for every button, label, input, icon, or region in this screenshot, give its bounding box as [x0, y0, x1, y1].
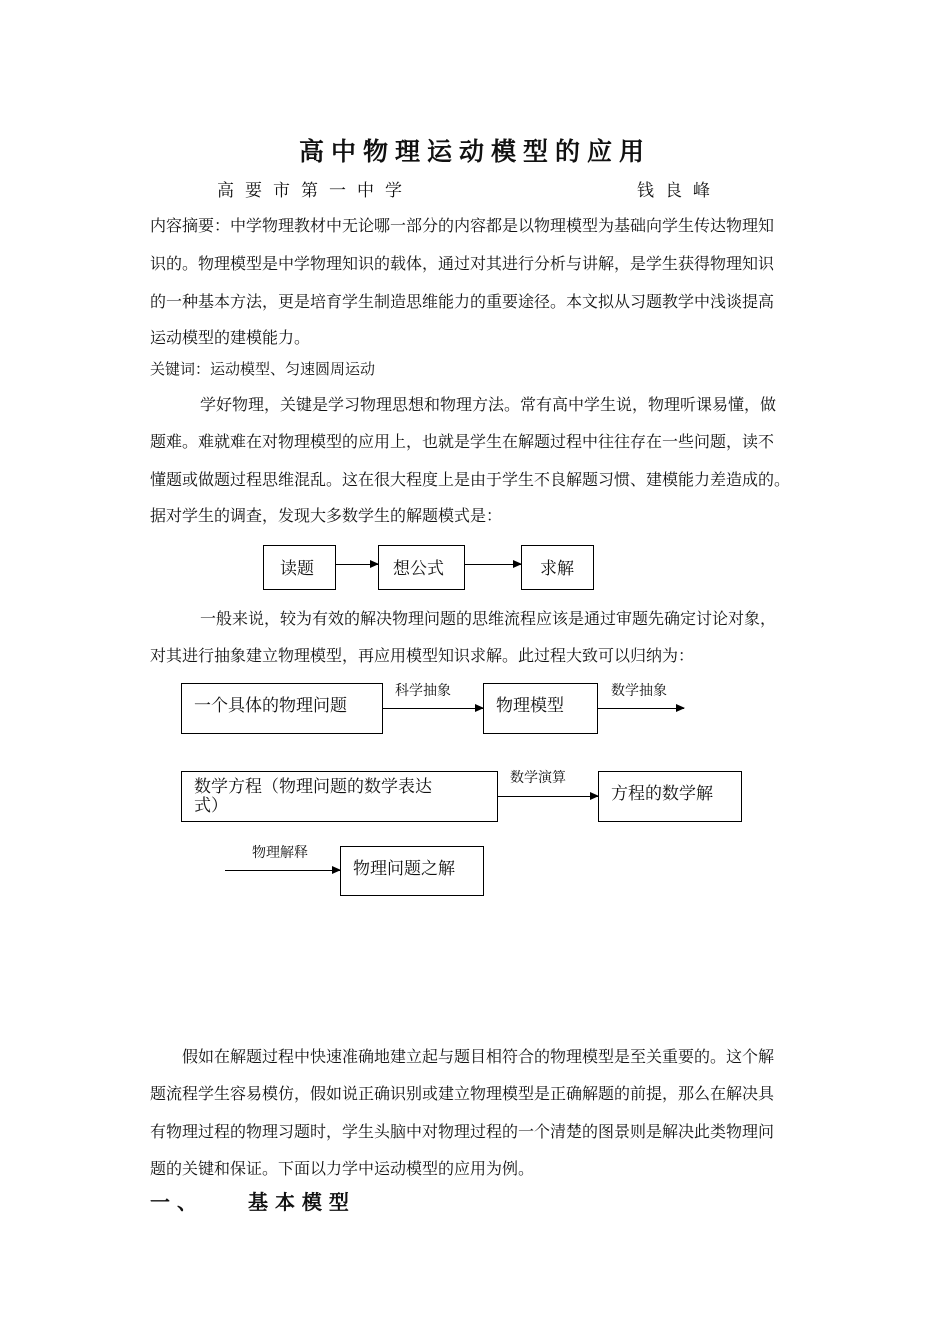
- flow2-box-label: 物理问题之解: [353, 859, 455, 879]
- body-line: 题的关键和保证。下面以力学中运动模型的应用为例。: [150, 1159, 535, 1178]
- arrow-icon: [383, 708, 483, 709]
- section-number: 一 、: [150, 1190, 197, 1214]
- flow2-box-label: 式）: [194, 796, 228, 816]
- flow2-box-problem: [181, 683, 383, 734]
- flow1-box-read: [263, 545, 336, 590]
- flow1-box-label: 想公式: [393, 559, 444, 579]
- body-line: 假如在解题过程中快速准确地建立起与题目相符合的物理模型是至关重要的。这个解: [182, 1047, 775, 1066]
- author-name: 钱良峰: [637, 181, 721, 201]
- arrow-icon: [225, 870, 340, 871]
- flow1-box-label: 求解: [540, 559, 574, 579]
- abstract-line: 内容摘要：中学物理教材中无论哪一部分的内容都是以物理模型为基础向学生传达物理知: [150, 216, 775, 235]
- arrow-icon: [465, 564, 521, 565]
- flow2-box-physical-solution: [340, 846, 484, 896]
- flow2-box-label: 一个具体的物理问题: [194, 696, 347, 716]
- arrow-icon: [498, 796, 598, 797]
- abstract-line: 运动模型的建模能力。: [150, 328, 311, 347]
- section-title: 基 本 模 型: [248, 1190, 349, 1214]
- flow2-box-label: 方程的数学解: [611, 784, 713, 804]
- body-line: 据对学生的调查，发现大多数学生的解题模式是：: [150, 506, 503, 525]
- flow1-box-formula: [378, 545, 465, 590]
- keywords: 关键词：运动模型、匀速圆周运动: [150, 360, 376, 378]
- flow2-box-equation: [181, 771, 498, 822]
- body-line: 有物理过程的物理习题时，学生头脑中对物理过程的一个清楚的图景则是解决此类物理问: [150, 1122, 775, 1141]
- abstract-line: 识的。物理模型是中学物理知识的载体，通过对其进行分析与讲解，是学生获得物理知识: [150, 254, 775, 273]
- body-line: 懂题或做题过程思维混乱。这在很大程度上是由于学生不良解题习惯、建模能力差造成的。: [150, 470, 791, 489]
- body-line: 对其进行抽象建立物理模型，再应用模型知识求解。此过程大致可以归纳为：: [150, 646, 695, 665]
- flow2-arrow-label: 数学演算: [510, 770, 566, 786]
- flow2-arrow-label: 科学抽象: [395, 683, 451, 699]
- flow2-arrow-label: 物理解释: [252, 845, 308, 861]
- arrow-icon: [336, 564, 378, 565]
- body-line: 学好物理，关键是学习物理思想和物理方法。常有高中学生说，物理听课易懂，做: [200, 395, 777, 414]
- flow2-box-label: 数学方程（物理问题的数学表达: [194, 777, 432, 797]
- flow2-box-math-solution: [598, 771, 742, 822]
- body-line: 题难。难就难在对物理模型的应用上，也就是学生在解题过程中往往存在一些问题，读不: [150, 432, 775, 451]
- page-title: 高中物理运动模型的应用: [298, 137, 651, 166]
- abstract-line: 的一种基本方法，更是培育学生制造思维能力的重要途径。本文拟从习题教学中浅谈提高: [150, 292, 775, 311]
- flow2-box-model: [483, 683, 598, 734]
- flow1-box-solve: [521, 545, 594, 590]
- body-line: 一般来说，较为有效的解决物理问题的思维流程应该是通过审题先确定讨论对象，: [200, 609, 777, 628]
- body-line: 题流程学生容易模仿，假如说正确识别或建立物理模型是正确解题的前提，那么在解决具: [150, 1084, 775, 1103]
- arrow-icon: [598, 708, 684, 709]
- flow2-box-label: 物理模型: [496, 696, 564, 716]
- flow1-box-label: 读题: [280, 559, 314, 579]
- author-school: 高要市第一中学: [217, 181, 413, 201]
- flow2-arrow-label: 数学抽象: [611, 683, 667, 699]
